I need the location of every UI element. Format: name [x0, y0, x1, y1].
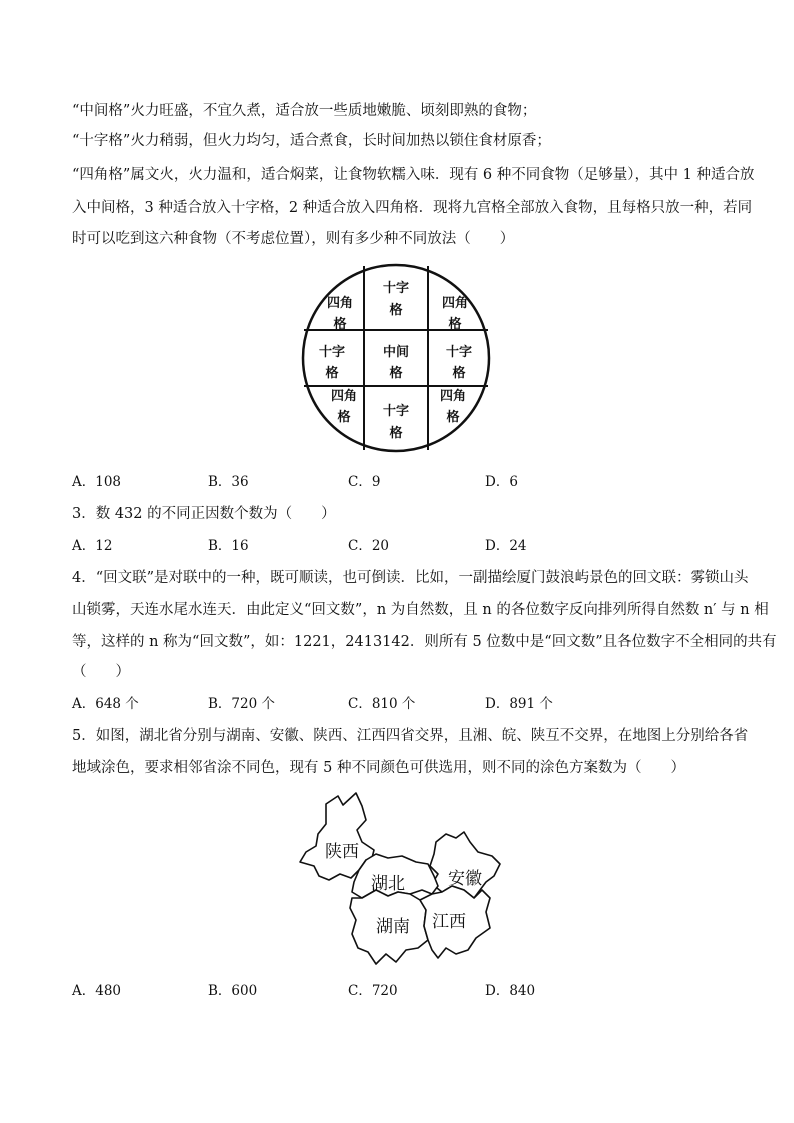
q2-option-c: C．9 — [348, 474, 381, 490]
grid-bottom-right-l2: 格 — [446, 410, 460, 425]
grid-top-right-l2: 格 — [448, 317, 462, 332]
q5-option-a: A．480 — [72, 983, 122, 999]
q4-line-4: （ ） — [72, 664, 130, 680]
grid-top-left-l2: 格 — [333, 317, 347, 332]
q5-line-1: 5．如图，湖北省分别与湖南、安徽、陕西、江西四省交界，且湘、皖、陕互不交界，在地图上分别给各省 — [72, 728, 749, 744]
map-label-jiangxi: 江西 — [432, 912, 466, 932]
grid-middle-left-l1: 十字 — [318, 345, 346, 360]
q2-option-d: D．6 — [485, 474, 518, 490]
map-label-anhui: 安徽 — [448, 869, 482, 889]
q2-line-2: “十字格”火力稍弱，但火力均匀，适合煮食，长时间加热以锁住食材原香； — [72, 133, 551, 149]
grid-bottom-middle-l1: 十字 — [382, 404, 410, 419]
grid-center-l2: 格 — [389, 366, 403, 381]
q3-option-d: D．24 — [485, 538, 527, 554]
grid-top-middle-l1: 十字 — [382, 281, 410, 296]
grid-bottom-left-l2: 格 — [337, 410, 351, 425]
q2-line-5: 时可以吃到这六种食物（不考虑位置），则有多少种不同放法（ ） — [72, 231, 515, 247]
grid-bottom-middle-l2: 格 — [389, 426, 403, 441]
q4-line-3: 等，这样的 n 称为“回文数”，如：1221，2413142．则所有 5 位数中是“回文数”且各位数字不全相同的共有 — [72, 634, 777, 650]
q4-option-b: B．720 个 — [208, 696, 275, 712]
q5-option-b: B．600 — [208, 983, 258, 999]
map-label-shaanxi: 陕西 — [325, 842, 359, 862]
q3-option-c: C．20 — [348, 538, 390, 554]
grid-middle-right-l2: 格 — [452, 366, 466, 381]
q2-line-1: “中间格”火力旺盛，不宜久煮，适合放一些质地嫩脆、顷刻即熟的食物； — [72, 103, 537, 119]
nine-grid-diagram — [300, 262, 492, 454]
q4-line-2: 山锁雾，天连水尾水连天．由此定义“回文数”，n 为自然数，且 n 的各位数字反向排列所得自然数 n′ 与 n 相 — [72, 602, 769, 618]
grid-center-l1: 中间 — [382, 345, 410, 360]
q5-option-c: C．720 — [348, 983, 398, 999]
q4-option-d: D．891 个 — [485, 696, 553, 712]
grid-top-middle-l2: 格 — [389, 303, 403, 318]
q3-option-b: B．16 — [208, 538, 249, 554]
map-label-hunan: 湖南 — [376, 917, 410, 937]
q3-option-a: A．12 — [72, 538, 113, 554]
q2-line-4: 入中间格，3 种适合放入十字格，2 种适合放入四角格．现将九宫格全部放入食物，且每格只放一种，若同 — [72, 200, 753, 216]
grid-bottom-left-l1: 四角 — [330, 389, 358, 404]
q5-option-d: D．840 — [485, 983, 536, 999]
grid-middle-right-l1: 十字 — [445, 345, 473, 360]
q3-stem: 3．数 432 的不同正因数个数为（ ） — [72, 506, 336, 522]
grid-top-left-l1: 四角 — [326, 296, 354, 311]
q4-line-1: 4．“回文联”是对联中的一种，既可顺读，也可倒读．比如，一副描绘厦门鼓浪屿景色的回文联：雾锁山头 — [72, 570, 749, 586]
grid-bottom-right-l1: 四角 — [439, 389, 467, 404]
q2-option-b: B．36 — [208, 474, 249, 490]
grid-middle-left-l2: 格 — [325, 366, 339, 381]
province-map — [296, 786, 506, 971]
q2-option-a: A．108 — [72, 474, 122, 490]
q5-line-2: 地域涂色，要求相邻省涂不同色，现有 5 种不同颜色可供选用，则不同的涂色方案数为（ ） — [72, 760, 685, 776]
q4-option-c: C．810 个 — [348, 696, 416, 712]
map-label-hubei: 湖北 — [371, 874, 405, 894]
q4-option-a: A．648 个 — [72, 696, 139, 712]
q2-line-3: “四角格”属文火，火力温和，适合焖菜，让食物软糯入味．现有 6 种不同食物（足够量），其中 1 种适合放 — [72, 167, 755, 183]
grid-top-right-l1: 四角 — [441, 296, 469, 311]
